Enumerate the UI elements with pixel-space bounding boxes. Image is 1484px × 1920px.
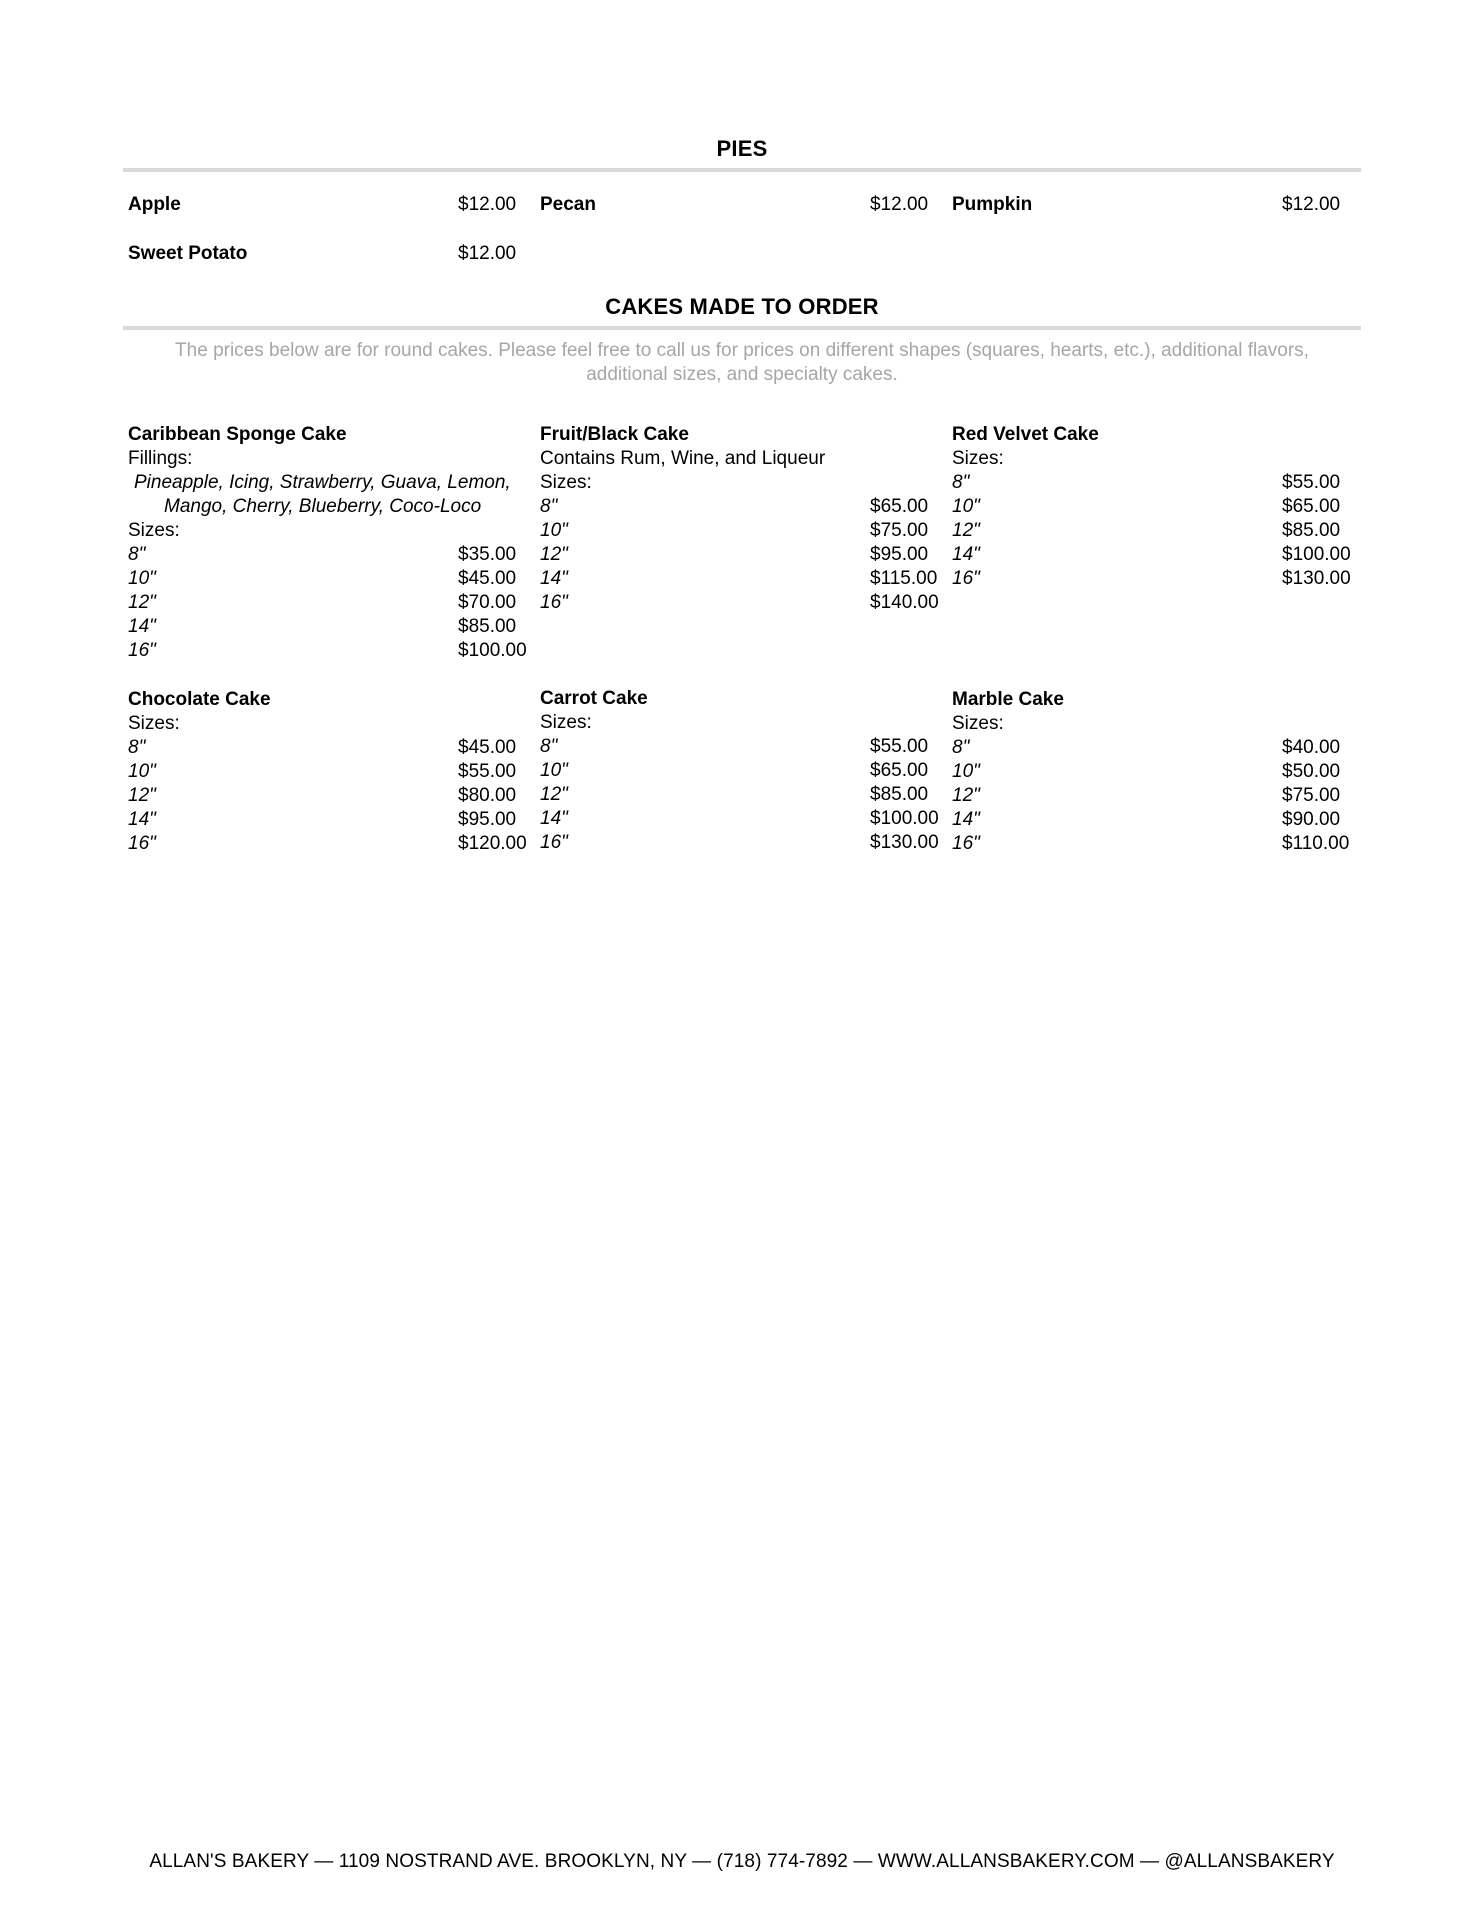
pie-row — [123, 194, 1361, 218]
sizes-label: Sizes: — [128, 520, 180, 541]
pie-name: Pecan — [540, 194, 596, 215]
size-row — [535, 519, 945, 543]
size: 12" — [952, 520, 980, 541]
cakes-pricing-note — [123, 339, 1361, 387]
size: 12" — [952, 785, 980, 806]
price: $35.00 — [458, 544, 517, 565]
price: $75.00 — [870, 520, 929, 541]
cake-name: Chocolate Cake — [128, 689, 271, 710]
price: $80.00 — [458, 785, 517, 806]
size: 12" — [128, 785, 156, 806]
price: $130.00 — [870, 832, 939, 853]
size-row — [947, 784, 1357, 808]
size-row — [123, 591, 533, 615]
size: 14" — [128, 616, 156, 637]
size: 8" — [540, 736, 558, 757]
price: $85.00 — [870, 784, 929, 805]
size: 12" — [540, 784, 568, 805]
cake-marble — [947, 688, 1357, 856]
pie-name: Apple — [128, 194, 181, 215]
price: $65.00 — [870, 760, 929, 781]
size: 8" — [128, 737, 146, 758]
cakes-note-line: The prices below are for round cakes. Please feel free to call us for prices on different shapes (squares, hearts, etc.), additional flavors, — [175, 340, 1309, 361]
size-row — [535, 831, 945, 855]
cake-name: Marble Cake — [952, 689, 1064, 710]
size: 14" — [128, 809, 156, 830]
size: 14" — [952, 544, 980, 565]
size-row — [535, 759, 945, 783]
pie-name: Pumpkin — [952, 194, 1033, 215]
price: $100.00 — [870, 808, 939, 829]
size: 16" — [540, 832, 568, 853]
size-row — [123, 543, 533, 567]
price: $100.00 — [1282, 544, 1351, 565]
size-row — [535, 735, 945, 759]
size-row — [123, 639, 533, 663]
sizes-label: Sizes: — [540, 472, 592, 493]
size-row — [947, 519, 1357, 543]
pies-section-title: PIES — [716, 136, 768, 161]
size-row — [947, 471, 1357, 495]
size-row — [123, 832, 533, 856]
size: 16" — [952, 833, 980, 854]
cake-red-velvet — [947, 423, 1357, 591]
cakes-section-title: CAKES MADE TO ORDER — [605, 294, 879, 319]
price: $70.00 — [458, 592, 517, 613]
size: 14" — [540, 568, 568, 589]
pie-price: $12.00 — [1282, 194, 1341, 215]
sizes-label: Sizes: — [128, 713, 180, 734]
size: 8" — [540, 496, 558, 517]
pie-price: $12.00 — [870, 194, 929, 215]
size-row — [535, 591, 945, 615]
size: 10" — [128, 568, 156, 589]
size-row — [123, 808, 533, 832]
price: $120.00 — [458, 833, 527, 854]
price: $45.00 — [458, 568, 517, 589]
cake-name: Caribbean Sponge Cake — [128, 424, 347, 445]
size: 8" — [952, 472, 970, 493]
size: 10" — [540, 760, 568, 781]
size-row — [947, 808, 1357, 832]
size: 12" — [540, 544, 568, 565]
size-row — [123, 736, 533, 760]
cake-caribbean-sponge — [123, 423, 533, 663]
cakes-note-line: additional sizes, and specialty cakes. — [586, 364, 898, 385]
price: $85.00 — [458, 616, 517, 637]
price: $55.00 — [1282, 472, 1341, 493]
footer-contact-info: ALLAN'S BAKERY — 1109 NOSTRAND AVE. BROOKLYN, NY — (718) 774-7892 — WWW.ALLANSBAKERY.COM — @ALLANSBAKERY — [149, 1851, 1335, 1872]
size: 10" — [128, 761, 156, 782]
size-row — [947, 495, 1357, 519]
size-row — [123, 615, 533, 639]
pie-name: Sweet Potato — [128, 243, 248, 264]
size-row — [535, 543, 945, 567]
size-row — [947, 736, 1357, 760]
price: $45.00 — [458, 737, 517, 758]
size: 10" — [952, 496, 980, 517]
price: $95.00 — [870, 544, 929, 565]
price: $130.00 — [1282, 568, 1351, 589]
pie-price: $12.00 — [458, 243, 517, 264]
sizes-label: Sizes: — [952, 713, 1004, 734]
price: $40.00 — [1282, 737, 1341, 758]
size: 16" — [128, 833, 156, 854]
size: 8" — [128, 544, 146, 565]
size-row — [947, 567, 1357, 591]
cake-name: Carrot Cake — [540, 688, 648, 709]
fillings-list: Mango, Cherry, Blueberry, Coco-Loco — [164, 496, 482, 517]
size: 10" — [952, 761, 980, 782]
price: $95.00 — [458, 809, 517, 830]
size-row — [947, 760, 1357, 784]
price: $50.00 — [1282, 761, 1341, 782]
pie-row — [123, 243, 1361, 267]
size-row — [947, 832, 1357, 856]
sizes-label: Sizes: — [540, 712, 592, 733]
size: 14" — [540, 808, 568, 829]
size: 16" — [952, 568, 980, 589]
size-row — [535, 567, 945, 591]
price: $65.00 — [870, 496, 929, 517]
size-row — [535, 783, 945, 807]
size: 12" — [128, 592, 156, 613]
size: 10" — [540, 520, 568, 541]
price: $115.00 — [870, 568, 938, 589]
price: $85.00 — [1282, 520, 1341, 541]
cake-fruit-black — [535, 423, 945, 615]
size: 14" — [952, 809, 980, 830]
sizes-label: Sizes: — [952, 448, 1004, 469]
cake-carrot — [535, 687, 945, 855]
size-row — [947, 543, 1357, 567]
price: $140.00 — [870, 592, 939, 613]
size-row — [535, 807, 945, 831]
size-row — [123, 567, 533, 591]
size: 16" — [540, 592, 568, 613]
cake-name: Fruit/Black Cake — [540, 424, 689, 445]
size-row — [535, 495, 945, 519]
fillings-label: Fillings: — [128, 448, 193, 469]
price: $110.00 — [1282, 833, 1350, 854]
pie-price: $12.00 — [458, 194, 517, 215]
size: 8" — [952, 737, 970, 758]
cake-description: Contains Rum, Wine, and Liqueur — [540, 448, 826, 469]
price: $90.00 — [1282, 809, 1341, 830]
price: $65.00 — [1282, 496, 1341, 517]
cakes-divider — [123, 326, 1361, 330]
cake-chocolate — [123, 688, 533, 856]
price: $55.00 — [870, 736, 929, 757]
size-row — [123, 784, 533, 808]
price: $55.00 — [458, 761, 517, 782]
size: 16" — [128, 640, 156, 661]
size-row — [123, 760, 533, 784]
pies-divider — [123, 168, 1361, 172]
price: $75.00 — [1282, 785, 1341, 806]
cake-name: Red Velvet Cake — [952, 424, 1099, 445]
fillings-list: Pineapple, Icing, Strawberry, Guava, Lemon, — [134, 472, 511, 493]
price: $100.00 — [458, 640, 527, 661]
